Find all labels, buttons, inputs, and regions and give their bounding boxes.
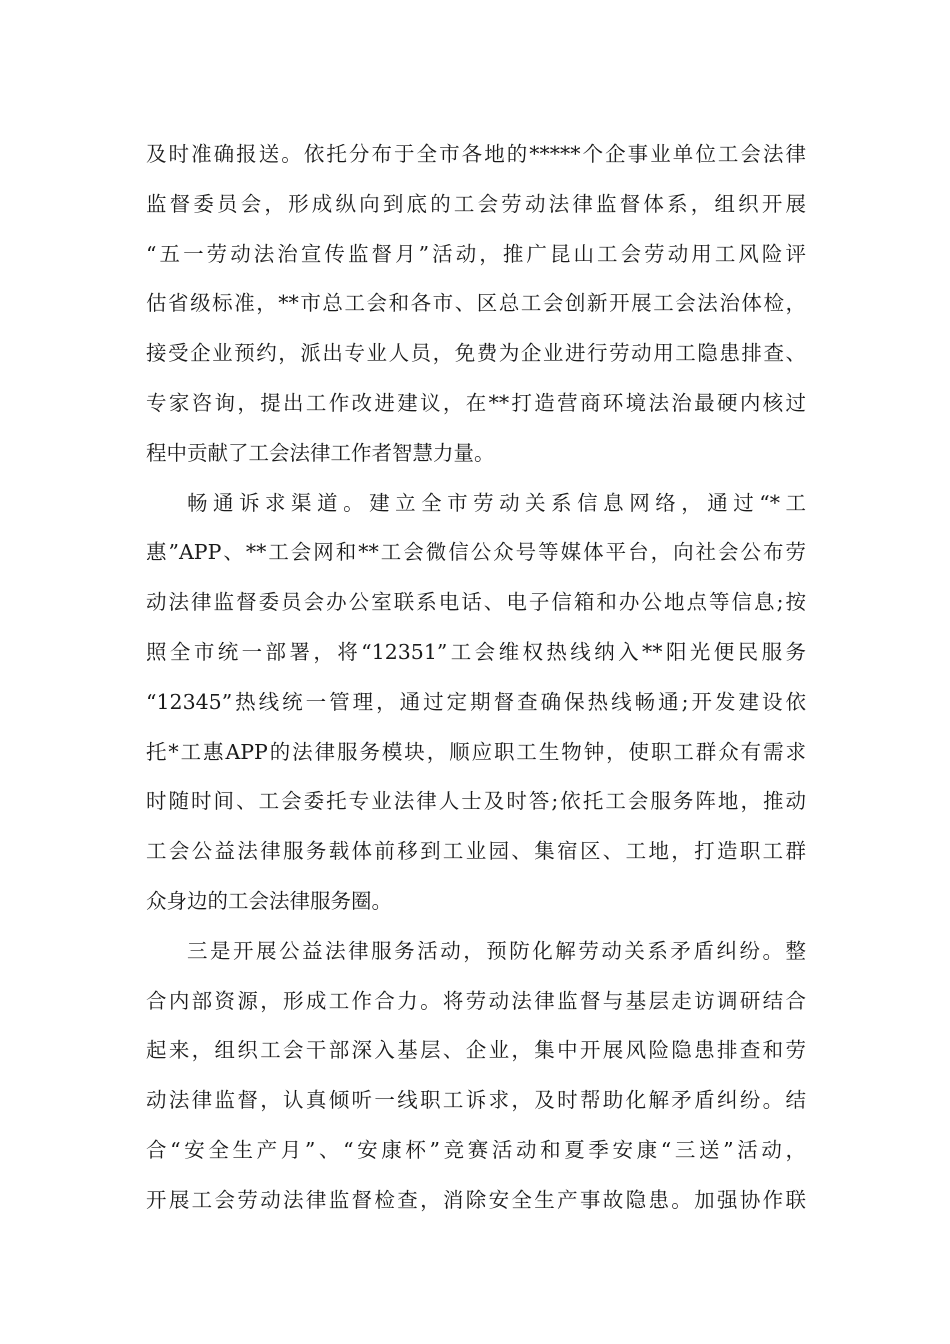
paragraph-3-line-5: 合“安全生产月”、“安康杯”竞赛活动和夏季安康“三送”活动， — [146, 1137, 806, 1162]
paragraph-1-line-7: 程中贡献了工会法律工作者智慧力量。 — [146, 440, 495, 465]
paragraph-1-line-1: 及时准确报送。依托分布于全市各地的*****个企事业单位工会法律 — [146, 142, 806, 166]
paragraph-3-line-6: 开展工会劳动法律监督检查，消除安全生产事故隐患。加强协作联 — [146, 1187, 806, 1212]
paragraph-3-line-4: 动法律监督，认真倾听一线职工诉求，及时帮助化解矛盾纠纷。结 — [146, 1088, 806, 1113]
paragraph-2-line-7: 时随时间、工会委托专业法律人士及时答;依托工会服务阵地，推动 — [146, 789, 806, 814]
paragraph-2-line-2: 惠”APP、**工会网和**工会微信公众号等媒体平台，向社会公布劳 — [146, 540, 806, 565]
paragraph-3-line-1: 三是开展公益法律服务活动，预防化解劳动关系矛盾纠纷。整 — [187, 938, 806, 963]
paragraph-1-line-3: “五一劳动法治宣传监督月”活动，推广昆山工会劳动用工风险评 — [146, 241, 806, 266]
paragraph-3-line-2: 合内部资源，形成工作合力。将劳动法律监督与基层走访调研结合 — [146, 988, 806, 1013]
paragraph-2-line-9: 众身边的工会法律服务圈。 — [146, 888, 392, 913]
paragraph-1-line-4: 估省级标准，**市总工会和各市、区总工会创新开展工会法治体检， — [146, 291, 806, 316]
paragraph-2-line-6: 托*工惠APP的法律服务模块，顺应职工生物钟，使职工群众有需求 — [146, 739, 806, 764]
paragraph-1-line-5: 接受企业预约，派出专业人员，免费为企业进行劳动用工隐患排查、 — [146, 341, 806, 366]
paragraph-2-line-1: 畅通诉求渠道。建立全市劳动关系信息网络，通过“*工 — [187, 490, 806, 515]
text-column — [146, 130, 806, 1226]
paragraph-2-line-5: “12345”热线统一管理，通过定期督查确保热线畅通;开发建设依 — [146, 689, 806, 714]
paragraph-3-line-3: 起来，组织工会干部深入基层、企业，集中开展风险隐患排查和劳 — [146, 1038, 806, 1063]
paragraph-2-line-8: 工会公益法律服务载体前移到工业园、集宿区、工地，打造职工群 — [146, 839, 806, 864]
paragraph-2-line-3: 动法律监督委员会办公室联系电话、电子信箱和办公地点等信息;按 — [146, 590, 806, 615]
paragraph-1-line-2: 监督委员会，形成纵向到底的工会劳动法律监督体系，组织开展 — [146, 191, 806, 216]
paragraph-2-line-4: 照全市统一部署，将“12351”工会维权热线纳入**阳光便民服务 — [146, 639, 806, 664]
paragraph-1-line-6: 专家咨询，提出工作改进建议，在**打造营商环境法治最硬内核过 — [146, 390, 806, 415]
